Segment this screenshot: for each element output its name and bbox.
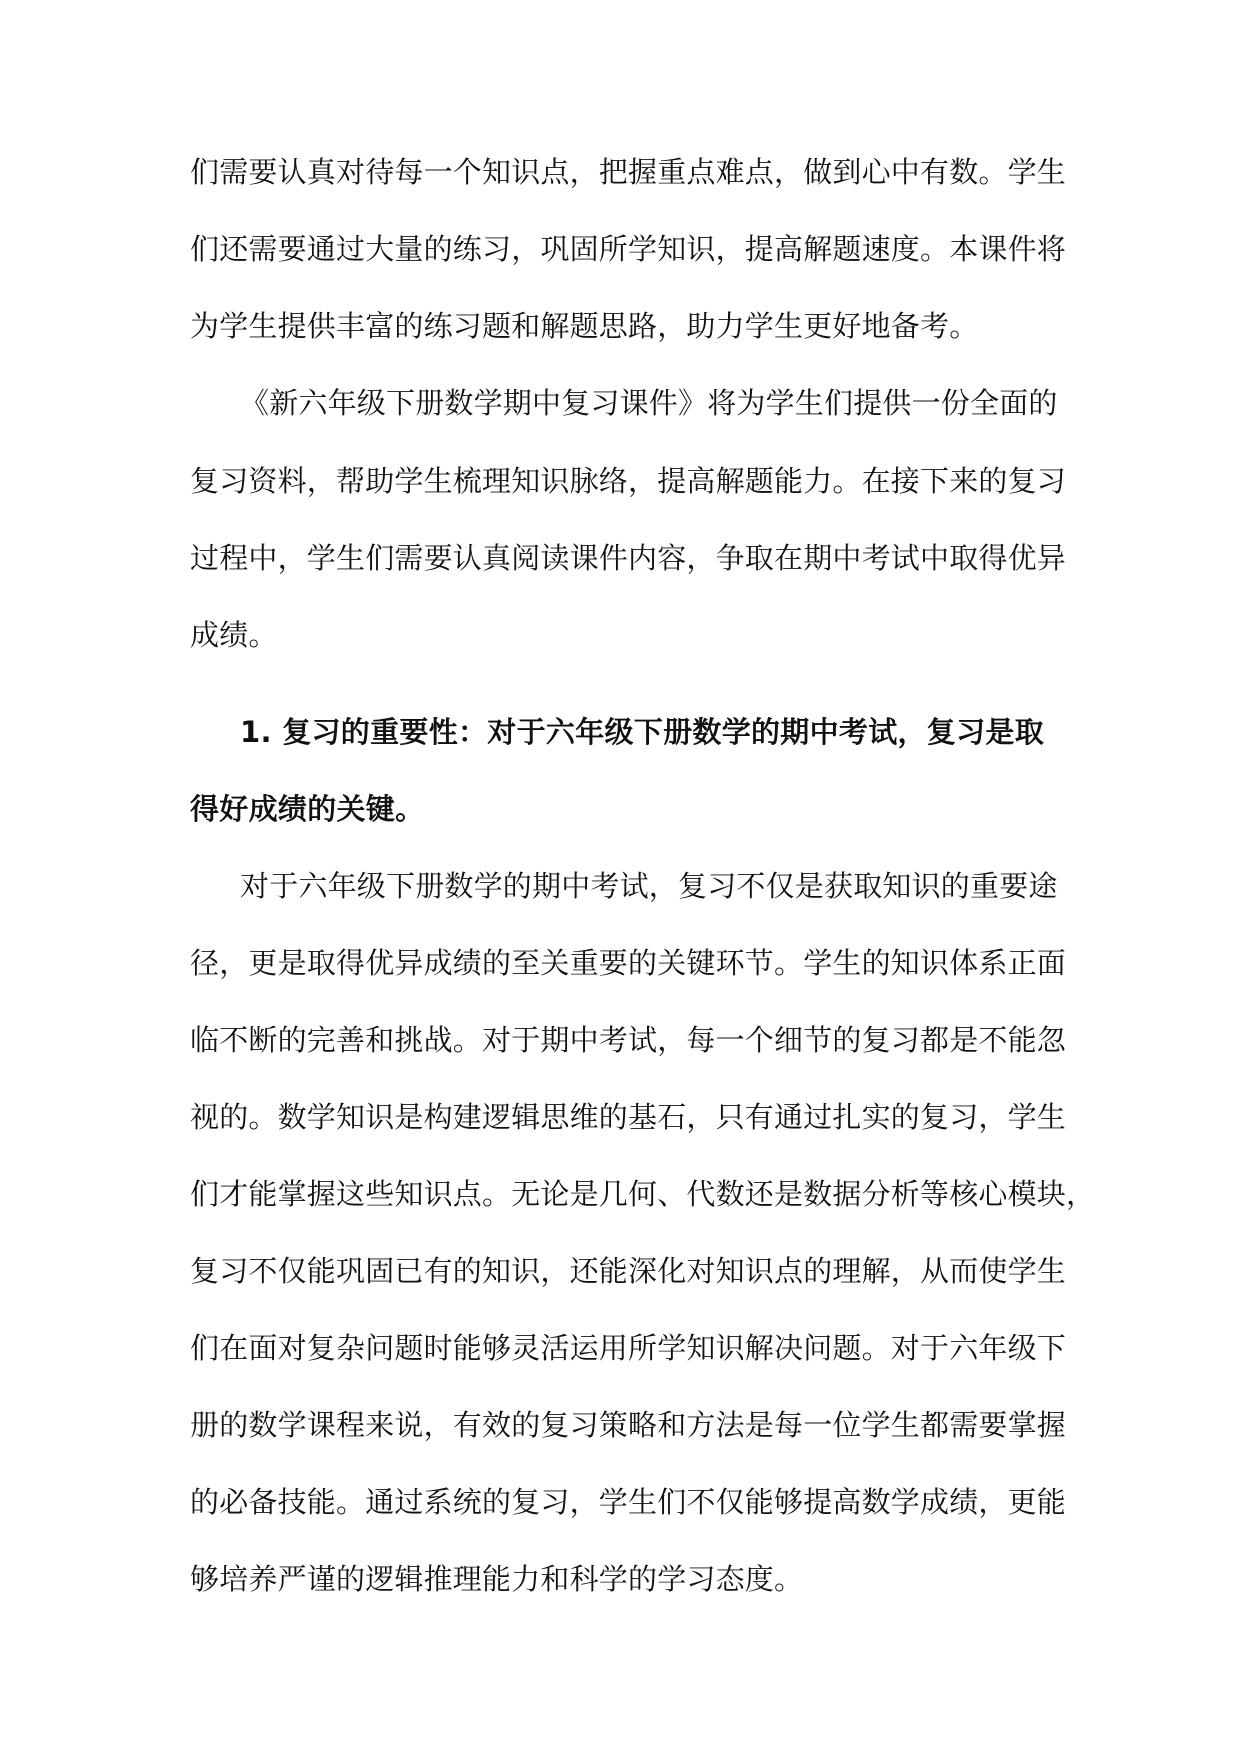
paragraph-3-line-10: 够培养严谨的逻辑推理能力和科学的学习态度。 xyxy=(190,1562,804,1596)
paragraph-2-line-2: 复习资料，帮助学生梳理知识脉络，提高解题能力。在接下来的复习 xyxy=(190,464,1067,498)
paragraph-3-line-8: 册的数学课程来说，有效的复习策略和方法是每一位学生都需要掌握 xyxy=(190,1408,1067,1442)
paragraph-2-line-1: 《新六年级下册数学期中复习课件》将为学生们提供一份全面的 xyxy=(240,386,1058,420)
section-heading-line-1: 1. 复习的重要性：对于六年级下册数学的期中考试，复习是取 xyxy=(240,715,1044,749)
paragraph-3-line-4: 视的。数学知识是构建逻辑思维的基石，只有通过扎实的复习，学生 xyxy=(190,1100,1067,1134)
paragraph-2-line-3: 过程中，学生们需要认真阅读课件内容，争取在期中考试中取得优异 xyxy=(190,541,1067,575)
paragraph-3-line-9: 的必备技能。通过系统的复习，学生们不仅能够提高数学成绩，更能 xyxy=(190,1485,1067,1519)
paragraph-3-line-2: 径，更是取得优异成绩的至关重要的关键环节。学生的知识体系正面 xyxy=(190,946,1067,980)
paragraph-1-line-2: 们还需要通过大量的练习，巩固所学知识，提高解题速度。本课件将 xyxy=(190,232,1067,266)
paragraph-3-line-3: 临不断的完善和挑战。对于期中考试，每一个细节的复习都是不能忽 xyxy=(190,1023,1067,1057)
paragraph-1-line-3: 为学生提供丰富的练习题和解题思路，助力学生更好地备考。 xyxy=(190,309,979,343)
paragraph-2-line-4: 成绩。 xyxy=(190,618,278,652)
paragraph-1-line-1: 们需要认真对待每一个知识点，把握重点难点，做到心中有数。学生 xyxy=(190,155,1067,189)
paragraph-3-line-1: 对于六年级下册数学的期中考试，复习不仅是获取知识的重要途 xyxy=(240,869,1058,903)
paragraph-3-line-7: 们在面对复杂问题时能够灵活运用所学知识解决问题。对于六年级下 xyxy=(190,1331,1067,1365)
paragraph-3-line-5: 们才能掌握这些知识点。无论是几何、代数还是数据分析等核心模块， xyxy=(190,1177,1096,1211)
paragraph-3-line-6: 复习不仅能巩固已有的知识，还能深化对知识点的理解，从而使学生 xyxy=(190,1254,1067,1288)
section-heading-line-2: 得好成绩的关键。 xyxy=(190,792,425,826)
